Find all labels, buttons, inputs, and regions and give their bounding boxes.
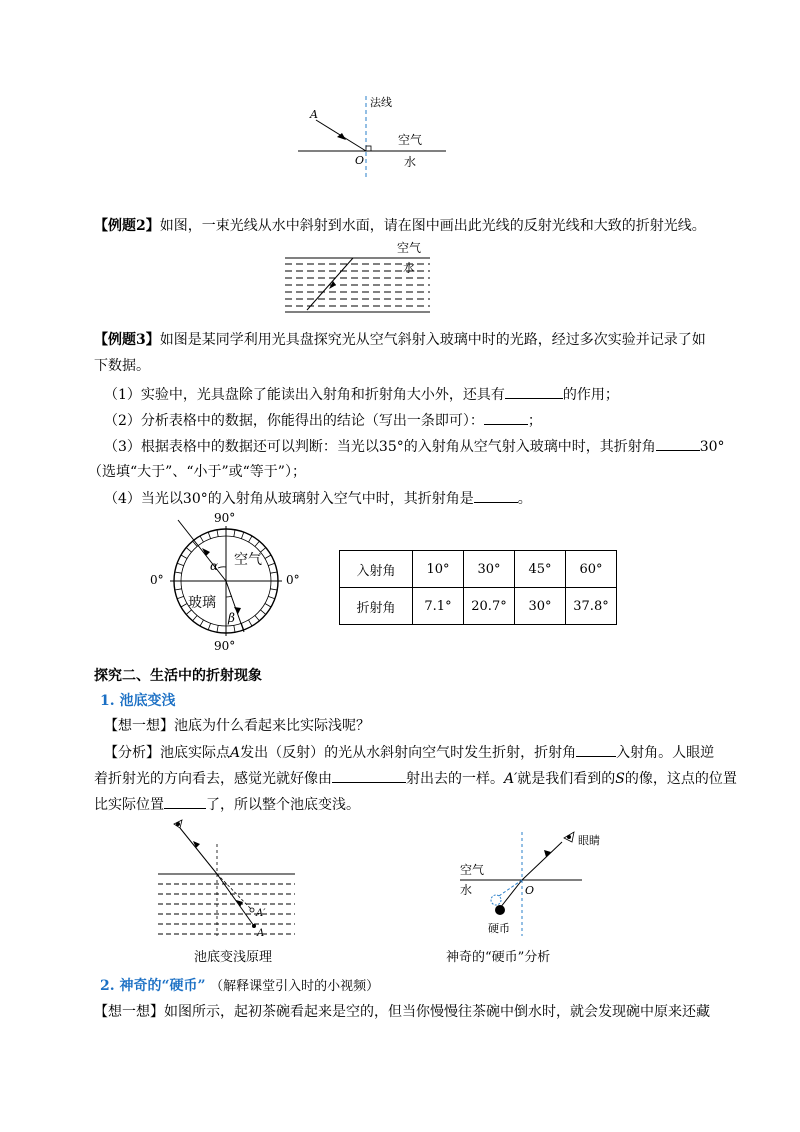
disk-tick [249, 536, 253, 542]
table-row-label: 折射角 [340, 588, 413, 625]
disk-tick [255, 615, 259, 620]
coin-label: 硬币 [488, 922, 510, 935]
table-cell: 60° [566, 551, 617, 588]
disk-tick [177, 563, 184, 565]
section2-sub2 [100, 976, 379, 997]
fig2-water-label: 水 [403, 261, 416, 275]
analysis-blank-1[interactable] [576, 742, 616, 757]
example3-text-line1: 如图是某同学利用光具盘探究光从空气斜射入玻璃中时的光路，经过多次实验并记录了如 [159, 332, 706, 348]
example3-q2 [104, 410, 542, 431]
coin-point-o: O [525, 884, 535, 897]
q3-text-b: 30° [699, 439, 725, 455]
disk-label-air: 空气 [234, 552, 262, 568]
analysis-point-a: A [230, 745, 241, 761]
figure-pool-shallow [150, 814, 300, 944]
disk-label-bottom: 90° [214, 639, 236, 653]
disk-label-alpha: α [210, 559, 219, 573]
figure-optical-disk [148, 508, 308, 654]
disk-tick [260, 610, 265, 614]
analysis-blank-2[interactable] [332, 768, 406, 783]
disk-tick [200, 536, 204, 542]
analysis-point-s: S [615, 771, 625, 787]
sub2-title: 2. 神奇的“硬币” [100, 978, 206, 994]
analysis-point-a-prime: A′ [504, 771, 518, 787]
disk-tick [193, 615, 197, 620]
example3-q3-options: （选填“大于”、“小于”或“等于”）； [88, 464, 306, 480]
sub2-note: （解释课堂引入时的小视频） [210, 979, 380, 994]
pool-point-a: A [257, 928, 265, 939]
disk-tick [268, 563, 275, 565]
example2-question [94, 216, 706, 236]
q1-text-b: 的作用； [562, 387, 619, 403]
q1-blank[interactable] [505, 384, 563, 399]
disk-tick [181, 604, 187, 608]
table-cell: 45° [515, 551, 566, 588]
disk-tick [265, 604, 271, 608]
analysis-line3-a: 比实际位置 [94, 797, 164, 813]
example2-tag: 【例题2】 [94, 218, 160, 234]
analysis-line2-b: 射出去的一样。 [406, 771, 504, 787]
fig1-point-o: O [355, 154, 365, 167]
example3-tag: 【例题3】 [94, 332, 160, 348]
disk-tick [217, 530, 218, 537]
table-cell: 37.8° [566, 588, 617, 625]
table-cell: 7.1° [413, 588, 464, 625]
disk-tick [265, 555, 271, 559]
figure-water-surface [285, 240, 435, 320]
example3-q3 [104, 436, 725, 457]
analysis-line2-a: 着折射光的方向看去，感觉光就好像由 [94, 771, 332, 787]
q3-blank[interactable] [656, 436, 700, 451]
disk-label-top: 90° [214, 511, 236, 525]
analysis-line3 [94, 794, 360, 815]
table-row [340, 588, 617, 625]
coin-caption: 神奇的“硬币”分析 [446, 950, 551, 965]
disk-tick [270, 572, 277, 573]
disk-tick [181, 555, 187, 559]
analysis-line3-b: 了，所以整个池底变浅。 [206, 797, 360, 813]
think1-text: 池底为什么看起来比实际浅呢？ [174, 718, 370, 734]
disk-tick [249, 620, 253, 626]
think2-tag: 【想一想】 [94, 1004, 164, 1020]
disk-tick [208, 532, 210, 539]
analysis-blank-3[interactable] [164, 794, 206, 809]
table-cell: 30° [515, 588, 566, 625]
disk-tick [175, 589, 182, 590]
analysis-text-c: 入射角。人眼逆 [616, 745, 715, 761]
q1-text-a: （1）实验中，光具盘除了能读出入射角和折射角大小外，还具有 [104, 387, 505, 403]
disk-tick [186, 548, 191, 552]
section2-sub1: 1. 池底变浅 [100, 693, 176, 709]
pool-caption: 池底变浅原理 [194, 950, 273, 965]
q3-text-a: （3）根据表格中的数据还可以判断：当光以35°的入射角从空气射入玻璃中时，其折射角 [104, 439, 656, 455]
example3-question-line1 [94, 330, 706, 350]
example3-q4 [104, 488, 532, 509]
disk-tick [177, 596, 184, 598]
example2-text: 如图，一束光线从水中斜射到水面，请在图中画出此光线的反射光线和大致的折射光线。 [159, 218, 706, 234]
think2-text: 如图所示，起初茶碗看起来是空的，但当你慢慢往茶碗中倒水时，就会发现碗中原来还藏 [164, 1004, 710, 1020]
disk-tick [255, 541, 259, 546]
angle-data-table [339, 550, 617, 625]
q4-text-a: （4）当光以30°的入射角从玻璃射入空气中时，其折射角是 [104, 491, 474, 507]
disk-label-right: 0° [286, 573, 300, 587]
disk-tick [270, 589, 277, 590]
figure-normal-line [290, 92, 450, 182]
analysis-text-a: 池底实际点 [160, 745, 230, 761]
fig1-normal-label: 法线 [370, 96, 392, 109]
think2 [94, 1002, 710, 1022]
disk-tick [208, 623, 210, 630]
coin-air-label: 空气 [460, 863, 485, 877]
disk-tick [234, 530, 235, 537]
table-cell: 20.7° [464, 588, 515, 625]
disk-label-glass: 玻璃 [188, 595, 216, 611]
fig2-air-label: 空气 [397, 241, 422, 255]
section2-title: 探究二、生活中的折射现象 [94, 668, 262, 684]
disk-tick [175, 572, 182, 573]
q2-blank[interactable] [484, 410, 528, 425]
q2-text-b: ； [527, 413, 542, 429]
fig1-water-label: 水 [404, 155, 417, 169]
disk-tick [268, 596, 275, 598]
disk-tick [200, 620, 204, 626]
fig1-point-a: A [310, 108, 318, 121]
q4-blank[interactable] [474, 488, 518, 503]
disk-label-left: 0° [150, 573, 164, 587]
q4-text-b: 。 [517, 491, 532, 507]
figure-magic-coin [440, 828, 600, 940]
disk-tick [234, 625, 235, 632]
analysis-tag: 【分析】 [104, 745, 160, 761]
disk-tick [217, 625, 218, 632]
pool-point-a-prime: A′ [256, 908, 266, 919]
table-row [340, 551, 617, 588]
analysis-line2-c: 就是我们看到的 [517, 771, 616, 787]
table-row-label: 入射角 [340, 551, 413, 588]
analysis-line1 [104, 742, 714, 763]
disk-tick [241, 532, 243, 539]
coin-eye-label: 眼睛 [578, 834, 600, 847]
disk-label-beta: β [228, 611, 235, 625]
example3-question-line2: 下数据。 [94, 358, 150, 374]
analysis-line2-d: 的像，这点的位置 [624, 771, 737, 787]
table-cell: 10° [413, 551, 464, 588]
example3-q1 [104, 384, 619, 405]
think1-tag: 【想一想】 [104, 718, 174, 734]
q2-text-a: （2）分析表格中的数据，你能得出的结论（写出一条即可）： [104, 413, 484, 429]
analysis-text-b: 发出（反射）的光从水斜射向空气时发生折射，折射角 [240, 745, 577, 761]
coin-water-label: 水 [460, 883, 473, 897]
table-cell: 30° [464, 551, 515, 588]
analysis-line2 [94, 768, 737, 789]
think1 [104, 716, 370, 736]
fig1-air-label: 空气 [398, 133, 423, 147]
